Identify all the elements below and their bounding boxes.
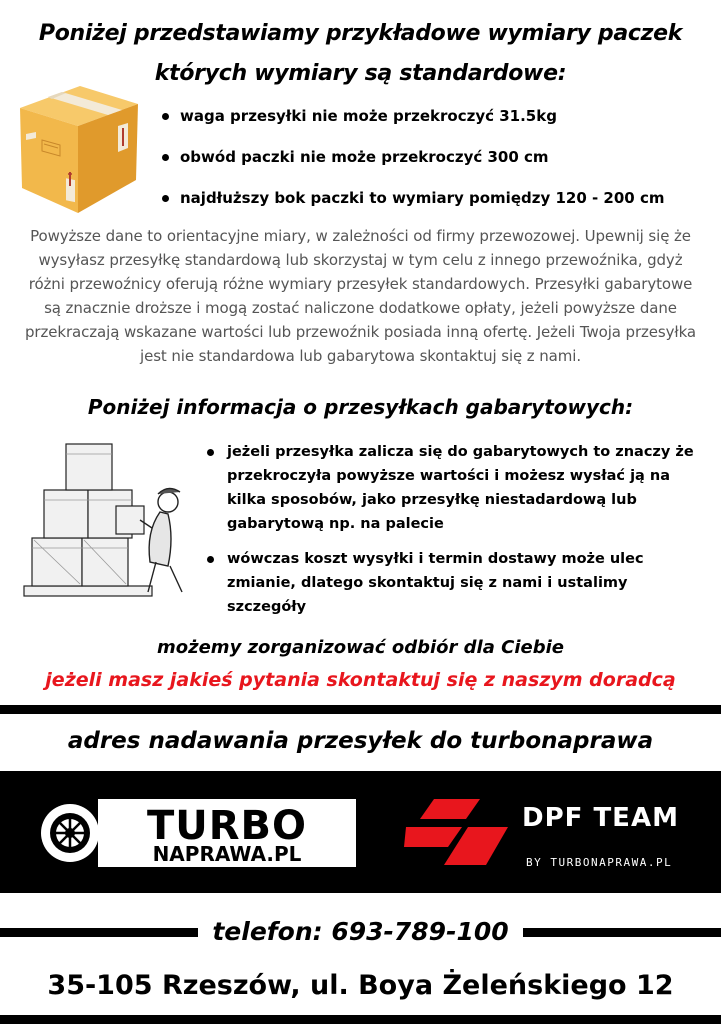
oversize-list [205,440,705,630]
oversize-heading: Poniżej informacja o przesyłkach gabarytowych: [87,395,634,419]
phone-number: telefon: 693-789-100 [0,912,721,952]
street-address: 35-105 Rzeszów, ul. Boya Żeleńskiego 12 [47,970,674,1001]
address-heading: adres nadawania przesyłek do turbonaprawa [67,728,654,754]
info-paragraph: Powyższe dane to orientacyjne miary, w zależności od firmy przewozowej. Upewnij się że wysyłasz przesyłkę standardową lub skorzystaj w tym celu z innego przewoźnika, gdyż różni przewoźnicy oferują różne wymiary przesyłek standardowych. Przesyłki gabarytowe są znacznie droższe i mogą zostać naliczone dodatkowe opłaty, jeżeli powyższe dane przekraczają wskazane wartości lub przewoźnik posiada inną ofertę. Jeżeli Twoja przesyłka jest nie standardowa lub gabarytowa skontaktuj się z nami. [25,227,696,365]
title-line-1: Poniżej przedstawiamy przykładowe wymiary paczek [38,21,683,46]
list-item: obwód paczki nie może przekroczyć 300 cm [160,145,665,186]
dpf-team-subtitle: BY TURBONAPRAWA.PL [526,856,673,869]
pickup-note: możemy zorganizować odbiór dla Ciebie [157,637,564,658]
divider [0,1015,721,1024]
list-item: najdłuższy bok paczki to wymiary pomiędzy 120 - 200 cm [160,186,665,227]
list-item: wówczas koszt wysyłki i termin dostawy może ulec zmianie, dlatego skontaktuj się z nami i ustalimy szczegóły [205,547,705,619]
turbo-logo-bottom: NAPRAWA.PL [152,842,302,866]
dpf-team-title: DPF TEAM [522,803,679,833]
phone-row [0,912,721,952]
dpf-team-mark-icon [404,795,514,869]
turbo-logo-top: TURBO [146,803,308,849]
list-item: jeżeli przesyłka zalicza się do gabarytowych to znaczy że przekroczyła powyższe wartości i możesz wysłać ją na kilka sposobów, jako przesyłkę niestadardową lub gabarytową np. na palecie [205,440,705,536]
contact-advisor-note: jeżeli masz jakieś pytania skontaktuj się z naszym doradcą [45,669,676,691]
divider [0,705,721,714]
turbonaprawa-logo [38,795,358,869]
title-line-2: których wymiary są standardowe: [154,61,567,86]
standard-dimensions-list [160,104,665,227]
cardboard-box-icon [18,68,140,216]
list-item: waga przesyłki nie może przekroczyć 31.5kg [160,104,665,145]
courier-with-boxes-icon [20,436,200,604]
wheel-icon [41,804,99,862]
